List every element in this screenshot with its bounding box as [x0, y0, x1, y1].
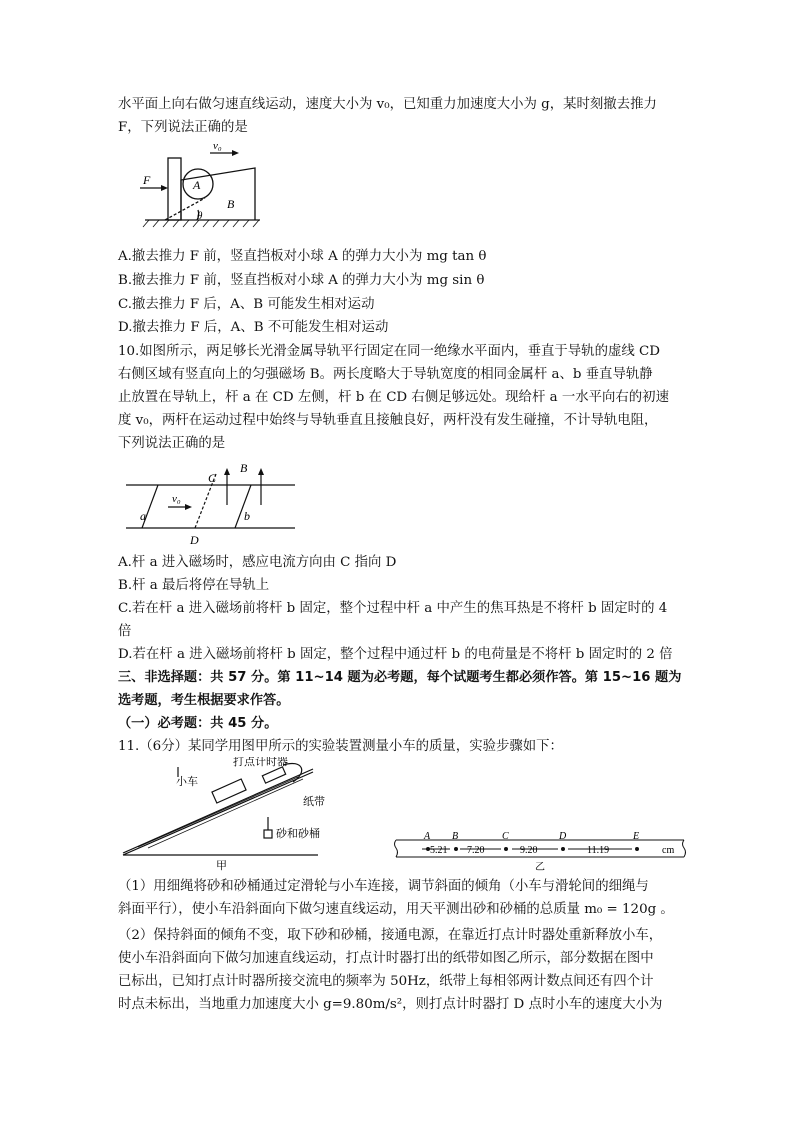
- label-b: B: [227, 197, 235, 211]
- q11-step2-line3: 已标出，已知打点计时器所接交流电的频率为 50Hz，纸带上每相邻两计数点间还有四个计: [118, 974, 654, 989]
- vertical-plate: [168, 158, 181, 220]
- label-cart: 小车: [176, 776, 198, 788]
- q9-figure: [135, 140, 285, 232]
- q10-option-c-line1: C.若在杆 a 进入磁场前将杆 b 固定，整个过程中杆 a 中产生的焦耳热是不将杆 b 固定时的 4: [118, 601, 668, 616]
- distance-bc: 7.20: [467, 845, 485, 856]
- q9-option-b: B.撤去推力 F 前，竖直挡板对小球 A 的弹力大小为 mg sin θ: [118, 273, 485, 288]
- q9-stem-line1: 水平面上向右做匀速直线运动，速度大小为 v₀，已知重力加速度大小为 g，某时刻撤去推力: [118, 97, 657, 112]
- label-point-d: D: [559, 831, 567, 842]
- distance-de: 11.19: [587, 845, 610, 856]
- q10-stem-line4: 度 v₀，两杆在运动过程中始终与导轨垂直且接触良好，两杆没有发生碰撞，不计导轨电阻，: [118, 413, 658, 428]
- section3-heading-line1: 三、非选择题：共 57 分。第 11~14 题为必考题，每个试题考生都必须作答。第 15~16 题为: [118, 670, 682, 685]
- q11-step2-line1: （2）保持斜面的倾角不变，取下砂和砂桶，接通电源，在靠近打点计时器处重新释放小车，: [118, 928, 663, 943]
- q9-stem-line2: F，下列说法正确的是: [118, 120, 248, 135]
- distance-cd: 9.20: [520, 845, 538, 856]
- q11-step2-line2: 使小车沿斜面向下做匀加速直线运动，打点计时器打出的纸带如图乙所示，部分数据在图中: [118, 951, 654, 966]
- caption-yi: 乙: [535, 862, 545, 873]
- q10-option-b: B.杆 a 最后将停在导轨上: [118, 578, 270, 593]
- distance-ab: 5.21: [430, 845, 448, 856]
- label-b: b: [244, 509, 250, 523]
- q11-step1-line2: 斜面平行），使小车沿斜面向下做匀速直线运动，用天平测出砂和砂桶的总质量 m₀ = 120g 。: [118, 902, 674, 917]
- q10-stem-line2: 右侧区域有竖直向上的匀强磁场 B。两长度略大于导轨宽度的相同金属杆 a、b 垂直导轨静: [118, 367, 653, 382]
- section3-heading-line2: 选考题，考生根据要求作答。: [118, 693, 290, 708]
- q10-stem-line1: 10.如图所示，两足够长光滑金属导轨平行固定在同一绝缘水平面内，垂直于导轨的虚线 CD: [118, 344, 660, 359]
- q11-figure-jia: [118, 757, 388, 872]
- q10-option-c-line2: 倍: [118, 624, 132, 639]
- label-point-c: C: [502, 831, 509, 842]
- label-timer: 打点计时器: [233, 757, 288, 768]
- label-d: D: [190, 533, 199, 547]
- q9-option-c: C.撤去推力 F 后，A、B 可能发生相对运动: [118, 297, 375, 312]
- label-v0: v₀: [213, 140, 222, 152]
- label-f: F: [143, 173, 151, 187]
- q11-step2-line4: 时点未标出，当地重力加速度大小 g=9.80m/s²，则打点计时器打 D 点时小车的速度大小为: [118, 997, 663, 1012]
- label-a: a: [140, 509, 146, 523]
- label-point-a: A: [424, 831, 431, 842]
- label-point-b: B: [452, 831, 459, 842]
- label-bucket: 砂和砂桶: [276, 828, 320, 840]
- label-c: C: [208, 471, 217, 485]
- q11-step1-line1: （1）用细绳将砂和砂桶通过定滑轮与小车连接，调节斜面的倾角（小车与滑轮间的细绳与: [118, 879, 649, 894]
- bucket: [264, 830, 272, 838]
- wedge-b: [181, 168, 255, 220]
- point-b: [454, 847, 458, 851]
- q11-intro: 11.（6分）某同学用图甲所示的实验装置测量小车的质量，实验步骤如下：: [118, 739, 563, 754]
- label-b-field: B: [240, 461, 248, 475]
- q9-option-a: A.撤去推力 F 前，竖直挡板对小球 A 的弹力大小为 mg tan θ: [118, 249, 487, 264]
- label-point-e: E: [633, 831, 640, 842]
- q11-figure-yi: [392, 828, 692, 874]
- label-v0: v₀: [172, 493, 181, 505]
- q10-option-d: D.若在杆 a 进入磁场前将杆 b 固定，整个过程中通过杆 b 的电荷量是不将杆 b 固定时的 2 倍: [118, 647, 673, 662]
- label-a: A: [193, 178, 201, 192]
- q10-stem-line3: 止放置在导轨上，杆 a 在 CD 左侧，杆 b 在 CD 右侧足够远处。现给杆 a 一水平向右的初速: [118, 390, 669, 405]
- point-c: [504, 847, 508, 851]
- cart: [212, 779, 246, 803]
- label-theta: θ: [197, 210, 203, 222]
- caption-jia: 甲: [216, 860, 227, 872]
- q9-option-d: D.撤去推力 F 后，A、B 不可能发生相对运动: [118, 320, 389, 335]
- point-e: [635, 847, 639, 851]
- q10-option-a: A.杆 a 进入磁场时，感应电流方向由 C 指向 D: [118, 555, 397, 570]
- unit-label: cm: [662, 845, 675, 856]
- timer: [262, 767, 285, 783]
- incline: [123, 769, 313, 853]
- section3-subheading: （一）必考题：共 45 分。: [118, 716, 278, 731]
- label-tape: 纸带: [303, 796, 325, 808]
- q10-figure: [120, 460, 300, 550]
- point-d: [561, 847, 565, 851]
- q10-stem-line5: 下列说法正确的是: [118, 436, 226, 451]
